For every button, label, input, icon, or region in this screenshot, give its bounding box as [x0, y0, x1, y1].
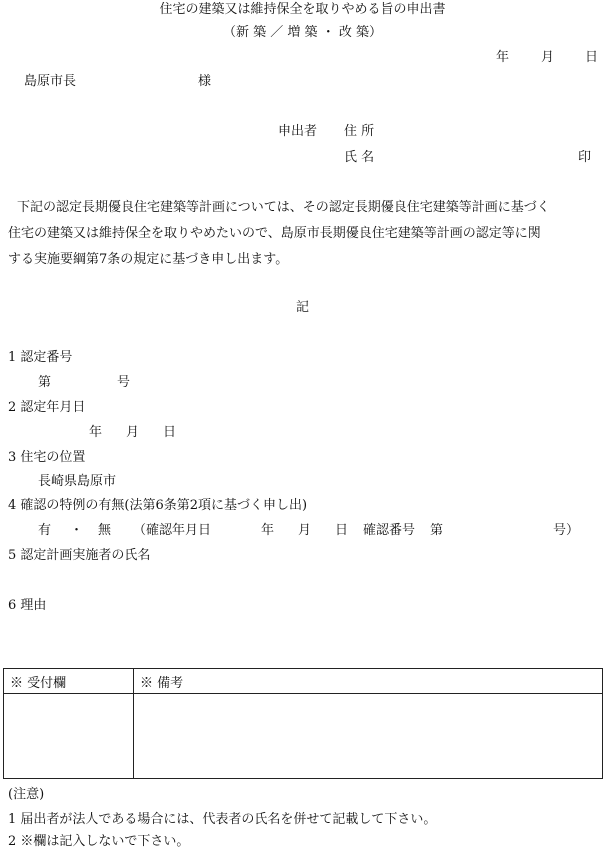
document-title: 住宅の建築又は維持保全を取りやめる旨の申出書: [159, 2, 446, 17]
item4-go: 号）: [553, 523, 580, 538]
reception-header: ※ 受付欄: [4, 669, 134, 694]
document-subtitle: （新 築 ／ 増 築 ・ 改 築）: [223, 25, 382, 40]
ki-heading: 記: [295, 300, 309, 315]
item4-yes: 有: [38, 523, 52, 538]
item2-month: 月: [126, 425, 140, 440]
item4-day: 日: [335, 523, 349, 538]
item1-go: 号: [117, 375, 131, 390]
item4-dai: 第: [430, 523, 444, 538]
date-day: 日: [585, 50, 599, 65]
reception-table: [3, 668, 603, 779]
item3-title: 3 住宅の位置: [8, 450, 86, 465]
body-line-2: 住宅の建築又は維持保全を取りやめたいので、島原市長期優良住宅建築等計画の認定等に関: [8, 226, 541, 241]
addressee-name: 島原市長: [24, 74, 77, 89]
item4-year: 年: [261, 523, 275, 538]
applicant-label: 申出者: [278, 124, 318, 139]
date-year: 年: [496, 50, 510, 65]
item4-no: 無: [98, 523, 112, 538]
body-line-3: する実施要綱第7条の規定に基づき申し出ます。: [8, 252, 289, 267]
item3-value: 長崎県島原市: [38, 474, 117, 489]
addressee-honorific: 様: [198, 74, 212, 89]
item1-dai: 第: [38, 375, 52, 390]
item4-month: 月: [298, 523, 312, 538]
remarks-cell: [134, 694, 603, 779]
item5-title: 5 認定計画実施者の氏名: [8, 548, 151, 563]
item1-title: 1 認定番号: [8, 350, 73, 365]
item4-confirm-date-label: （確認年月日: [133, 523, 212, 538]
note-line-1: 1 届出者が法人である場合には、代表者の氏名を併せて記載して下さい。: [8, 812, 437, 827]
applicant-address-label: 住 所: [344, 124, 375, 139]
date-month: 月: [541, 50, 555, 65]
body-paragraph: [8, 195, 602, 221]
body-line-1: 下記の認定長期優良住宅建築等計画については、その認定長期優良住宅建築等計画に基づく: [17, 200, 550, 215]
item2-day: 日: [163, 425, 177, 440]
item6-title: 6 理由: [8, 598, 47, 613]
item2-year: 年: [89, 425, 103, 440]
item4-number-label: 確認番号: [363, 523, 416, 538]
reception-cell: [4, 694, 134, 779]
item4-dot: ・: [70, 523, 84, 538]
body-paragraph-cont: [8, 221, 602, 273]
remarks-header: ※ 備考: [134, 669, 603, 694]
applicant-name-label: 氏 名: [344, 150, 375, 165]
item4-title: 4 確認の特例の有無(法第6条第2項に基づく申し出): [8, 498, 308, 513]
seal-mark: 印: [578, 150, 592, 165]
notes-heading: (注意): [8, 787, 45, 802]
table-body-row: [4, 694, 603, 779]
note-line-2: 2 ※欄は記入しないで下さい。: [8, 834, 190, 849]
item2-title: 2 認定年月日: [8, 400, 86, 415]
table-header-row: [4, 669, 603, 694]
